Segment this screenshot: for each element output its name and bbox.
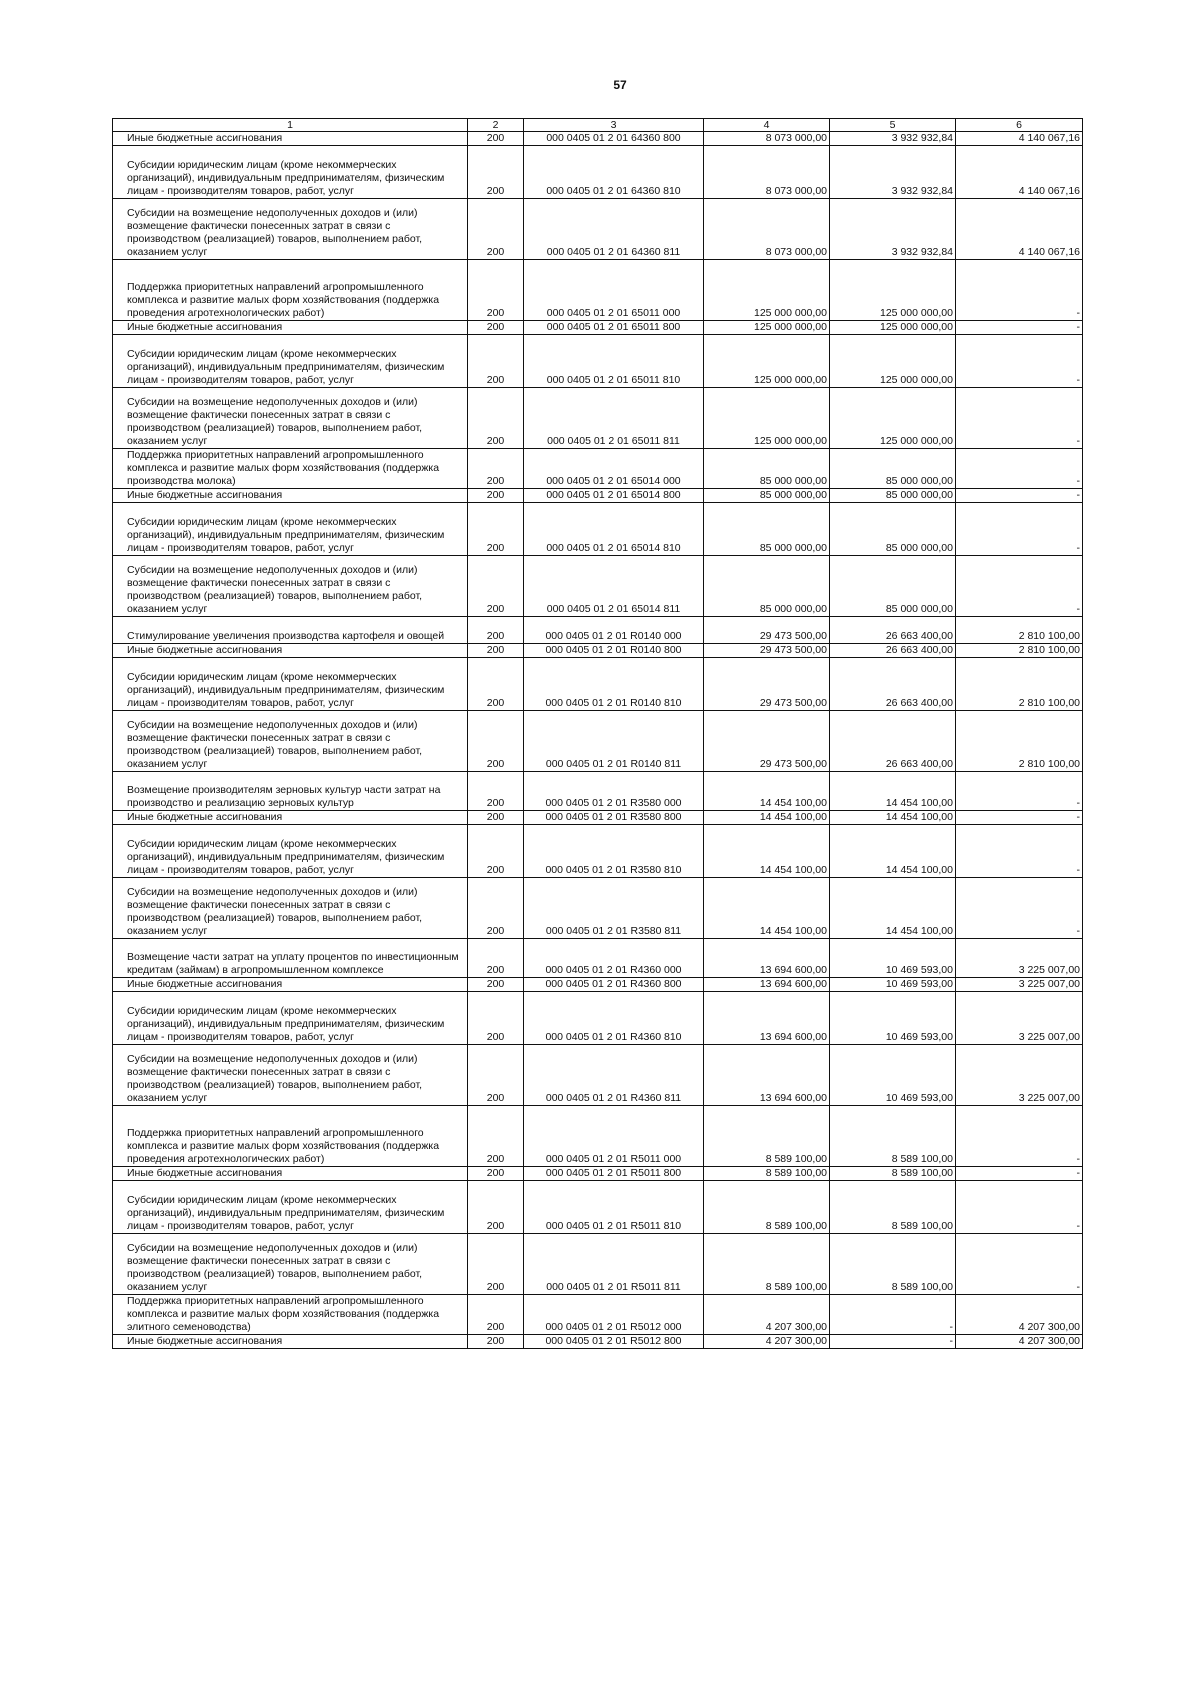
table-row: [113, 939, 1083, 978]
row-budget-classification-code: 000 0405 01 2 01 R3580 810: [524, 825, 704, 878]
row-name: Иные бюджетные ассигнования: [113, 811, 468, 825]
row-indicator-code: 200: [468, 1167, 524, 1181]
row-executed-amount: 8 589 100,00: [830, 1106, 956, 1167]
row-name: Субсидии на возмещение недополученных доходов и (или) возмещение фактически понесенных затрат в связи с производством (реализацией) товаров, выполнением работ, оказанием услуг: [113, 388, 468, 449]
row-unexecuted-amount: -: [956, 1234, 1083, 1295]
row-budget-classification-code: 000 0405 01 2 01 R4360 800: [524, 978, 704, 992]
row-unexecuted-amount: 4 140 067,16: [956, 146, 1083, 199]
row-budget-classification-code: 000 0405 01 2 01 65011 800: [524, 321, 704, 335]
row-approved-amount: 85 000 000,00: [704, 503, 830, 556]
row-executed-amount: 26 663 400,00: [830, 617, 956, 644]
row-indicator-code: 200: [468, 644, 524, 658]
row-executed-amount: 8 589 100,00: [830, 1234, 956, 1295]
row-approved-amount: 125 000 000,00: [704, 388, 830, 449]
row-indicator-code: 200: [468, 335, 524, 388]
table-row: [113, 1295, 1083, 1335]
row-approved-amount: 8 589 100,00: [704, 1181, 830, 1234]
column-number: 5: [830, 119, 956, 132]
row-approved-amount: 8 589 100,00: [704, 1234, 830, 1295]
table-row: [113, 825, 1083, 878]
row-indicator-code: 200: [468, 449, 524, 489]
row-budget-classification-code: 000 0405 01 2 01 64360 811: [524, 199, 704, 260]
table-row: [113, 388, 1083, 449]
row-budget-classification-code: 000 0405 01 2 01 65014 810: [524, 503, 704, 556]
row-unexecuted-amount: -: [956, 1167, 1083, 1181]
table-row: [113, 449, 1083, 489]
row-executed-amount: 10 469 593,00: [830, 1045, 956, 1106]
row-name: Субсидии на возмещение недополученных доходов и (или) возмещение фактически понесенных затрат в связи с производством (реализацией) товаров, выполнением работ, оказанием услуг: [113, 1234, 468, 1295]
row-name: Субсидии юридическим лицам (кроме некоммерческих организаций), индивидуальным предпринимателям, физическим лицам - производителям товаров, работ, услуг: [113, 1181, 468, 1234]
row-budget-classification-code: 000 0405 01 2 01 65011 811: [524, 388, 704, 449]
row-budget-classification-code: 000 0405 01 2 01 R0140 000: [524, 617, 704, 644]
table-row: [113, 556, 1083, 617]
row-budget-classification-code: 000 0405 01 2 01 65014 811: [524, 556, 704, 617]
row-name: Возмещение производителям зерновых культур части затрат на производство и реализацию зерновых культур: [113, 772, 468, 811]
row-approved-amount: 8 073 000,00: [704, 199, 830, 260]
row-indicator-code: 200: [468, 939, 524, 978]
row-unexecuted-amount: 4 207 300,00: [956, 1335, 1083, 1349]
table-row: [113, 978, 1083, 992]
row-budget-classification-code: 000 0405 01 2 01 R3580 811: [524, 878, 704, 939]
row-name: Возмещение части затрат на уплату процентов по инвестиционным кредитам (займам) в агропромышленном комплексе: [113, 939, 468, 978]
row-unexecuted-amount: -: [956, 1106, 1083, 1167]
row-indicator-code: 200: [468, 878, 524, 939]
row-executed-amount: 3 932 932,84: [830, 199, 956, 260]
row-executed-amount: 14 454 100,00: [830, 811, 956, 825]
row-unexecuted-amount: -: [956, 335, 1083, 388]
table-row: [113, 1234, 1083, 1295]
row-budget-classification-code: 000 0405 01 2 01 64360 800: [524, 132, 704, 146]
row-name: Поддержка приоритетных направлений агропромышленного комплекса и развитие малых форм хозяйствования (поддержка элитного семеноводства): [113, 1295, 468, 1335]
row-indicator-code: 200: [468, 617, 524, 644]
row-executed-amount: 10 469 593,00: [830, 992, 956, 1045]
row-budget-classification-code: 000 0405 01 2 01 R0140 811: [524, 711, 704, 772]
table-row: [113, 132, 1083, 146]
table-row: [113, 711, 1083, 772]
row-approved-amount: 125 000 000,00: [704, 335, 830, 388]
row-executed-amount: 125 000 000,00: [830, 321, 956, 335]
table-row: [113, 335, 1083, 388]
row-approved-amount: 29 473 500,00: [704, 658, 830, 711]
table-row: [113, 1167, 1083, 1181]
row-executed-amount: 8 589 100,00: [830, 1167, 956, 1181]
row-executed-amount: 8 589 100,00: [830, 1181, 956, 1234]
row-indicator-code: 200: [468, 825, 524, 878]
row-unexecuted-amount: -: [956, 388, 1083, 449]
column-number-row: [113, 119, 1083, 132]
row-approved-amount: 125 000 000,00: [704, 260, 830, 321]
table-row: [113, 260, 1083, 321]
row-executed-amount: 3 932 932,84: [830, 132, 956, 146]
row-executed-amount: 26 663 400,00: [830, 644, 956, 658]
table-row: [113, 992, 1083, 1045]
row-name: Субсидии юридическим лицам (кроме некоммерческих организаций), индивидуальным предпринимателям, физическим лицам - производителям товаров, работ, услуг: [113, 992, 468, 1045]
table-row: [113, 617, 1083, 644]
table-row: [113, 658, 1083, 711]
budget-execution-table: [112, 118, 1083, 1349]
row-budget-classification-code: 000 0405 01 2 01 R0140 800: [524, 644, 704, 658]
row-name: Субсидии на возмещение недополученных доходов и (или) возмещение фактически понесенных затрат в связи с производством (реализацией) товаров, выполнением работ, оказанием услуг: [113, 1045, 468, 1106]
row-approved-amount: 8 073 000,00: [704, 146, 830, 199]
table-row: [113, 644, 1083, 658]
row-approved-amount: 14 454 100,00: [704, 772, 830, 811]
row-budget-classification-code: 000 0405 01 2 01 R5012 800: [524, 1335, 704, 1349]
row-approved-amount: 14 454 100,00: [704, 825, 830, 878]
row-approved-amount: 29 473 500,00: [704, 644, 830, 658]
row-approved-amount: 85 000 000,00: [704, 449, 830, 489]
row-approved-amount: 85 000 000,00: [704, 489, 830, 503]
row-name: Иные бюджетные ассигнования: [113, 321, 468, 335]
row-indicator-code: 200: [468, 321, 524, 335]
row-approved-amount: 13 694 600,00: [704, 1045, 830, 1106]
row-approved-amount: 125 000 000,00: [704, 321, 830, 335]
row-unexecuted-amount: 2 810 100,00: [956, 711, 1083, 772]
row-unexecuted-amount: 4 207 300,00: [956, 1295, 1083, 1335]
row-budget-classification-code: 000 0405 01 2 01 R0140 810: [524, 658, 704, 711]
row-unexecuted-amount: -: [956, 878, 1083, 939]
row-unexecuted-amount: 2 810 100,00: [956, 658, 1083, 711]
table-row: [113, 1335, 1083, 1349]
row-unexecuted-amount: 3 225 007,00: [956, 992, 1083, 1045]
row-approved-amount: 29 473 500,00: [704, 711, 830, 772]
row-indicator-code: 200: [468, 1181, 524, 1234]
table-row: [113, 489, 1083, 503]
column-number: 2: [468, 119, 524, 132]
row-unexecuted-amount: -: [956, 503, 1083, 556]
row-budget-classification-code: 000 0405 01 2 01 R4360 811: [524, 1045, 704, 1106]
row-executed-amount: 3 932 932,84: [830, 146, 956, 199]
row-budget-classification-code: 000 0405 01 2 01 65011 000: [524, 260, 704, 321]
row-indicator-code: 200: [468, 772, 524, 811]
row-approved-amount: 85 000 000,00: [704, 556, 830, 617]
row-executed-amount: 14 454 100,00: [830, 772, 956, 811]
row-name: Иные бюджетные ассигнования: [113, 489, 468, 503]
row-indicator-code: 200: [468, 658, 524, 711]
row-executed-amount: -: [830, 1335, 956, 1349]
column-number: 4: [704, 119, 830, 132]
row-name: Субсидии юридическим лицам (кроме некоммерческих организаций), индивидуальным предпринимателям, физическим лицам - производителям товаров, работ, услуг: [113, 503, 468, 556]
table-row: [113, 772, 1083, 811]
row-executed-amount: -: [830, 1295, 956, 1335]
row-executed-amount: 26 663 400,00: [830, 658, 956, 711]
row-name: Субсидии на возмещение недополученных доходов и (или) возмещение фактически понесенных затрат в связи с производством (реализацией) товаров, выполнением работ, оказанием услуг: [113, 711, 468, 772]
row-executed-amount: 85 000 000,00: [830, 556, 956, 617]
row-name: Субсидии юридическим лицам (кроме некоммерческих организаций), индивидуальным предпринимателям, физическим лицам - производителям товаров, работ, услуг: [113, 335, 468, 388]
row-name: Иные бюджетные ассигнования: [113, 644, 468, 658]
page-number: 57: [613, 78, 627, 92]
table-row: [113, 1106, 1083, 1167]
row-unexecuted-amount: -: [956, 489, 1083, 503]
table-row: [113, 199, 1083, 260]
row-unexecuted-amount: -: [956, 260, 1083, 321]
table-row: [113, 1181, 1083, 1234]
row-name: Субсидии на возмещение недополученных доходов и (или) возмещение фактически понесенных затрат в связи с производством (реализацией) товаров, выполнением работ, оказанием услуг: [113, 878, 468, 939]
table-row: [113, 811, 1083, 825]
row-unexecuted-amount: 3 225 007,00: [956, 978, 1083, 992]
row-executed-amount: 125 000 000,00: [830, 388, 956, 449]
row-indicator-code: 200: [468, 388, 524, 449]
row-name: Субсидии юридическим лицам (кроме некоммерческих организаций), индивидуальным предпринимателям, физическим лицам - производителям товаров, работ, услуг: [113, 658, 468, 711]
row-executed-amount: 85 000 000,00: [830, 503, 956, 556]
row-budget-classification-code: 000 0405 01 2 01 R3580 800: [524, 811, 704, 825]
row-approved-amount: 8 589 100,00: [704, 1167, 830, 1181]
table-row: [113, 503, 1083, 556]
row-name: Субсидии на возмещение недополученных доходов и (или) возмещение фактически понесенных затрат в связи с производством (реализацией) товаров, выполнением работ, оказанием услуг: [113, 199, 468, 260]
row-executed-amount: 125 000 000,00: [830, 335, 956, 388]
row-name: Стимулирование увеличения производства картофеля и овощей: [113, 617, 468, 644]
row-name: Субсидии на возмещение недополученных доходов и (или) возмещение фактически понесенных затрат в связи с производством (реализацией) товаров, выполнением работ, оказанием услуг: [113, 556, 468, 617]
row-approved-amount: 8 073 000,00: [704, 132, 830, 146]
row-budget-classification-code: 000 0405 01 2 01 R5011 810: [524, 1181, 704, 1234]
row-executed-amount: 14 454 100,00: [830, 825, 956, 878]
row-unexecuted-amount: 2 810 100,00: [956, 617, 1083, 644]
row-budget-classification-code: 000 0405 01 2 01 65014 000: [524, 449, 704, 489]
row-budget-classification-code: 000 0405 01 2 01 R4360 000: [524, 939, 704, 978]
row-budget-classification-code: 000 0405 01 2 01 65011 810: [524, 335, 704, 388]
row-indicator-code: 200: [468, 1045, 524, 1106]
table-row: [113, 146, 1083, 199]
row-budget-classification-code: 000 0405 01 2 01 R3580 000: [524, 772, 704, 811]
row-name: Поддержка приоритетных направлений агропромышленного комплекса и развитие малых форм хозяйствования (поддержка проведения агротехнологических работ): [113, 1106, 468, 1167]
table-body: [113, 132, 1083, 1349]
row-indicator-code: 200: [468, 556, 524, 617]
row-approved-amount: 4 207 300,00: [704, 1335, 830, 1349]
row-executed-amount: 10 469 593,00: [830, 978, 956, 992]
row-budget-classification-code: 000 0405 01 2 01 R5011 000: [524, 1106, 704, 1167]
row-indicator-code: 200: [468, 811, 524, 825]
row-indicator-code: 200: [468, 1234, 524, 1295]
row-unexecuted-amount: 3 225 007,00: [956, 1045, 1083, 1106]
row-unexecuted-amount: -: [956, 811, 1083, 825]
row-name: Поддержка приоритетных направлений агропромышленного комплекса и развитие малых форм хозяйствования (поддержка производства молока): [113, 449, 468, 489]
row-unexecuted-amount: 4 140 067,16: [956, 132, 1083, 146]
row-unexecuted-amount: -: [956, 321, 1083, 335]
row-indicator-code: 200: [468, 260, 524, 321]
row-approved-amount: 13 694 600,00: [704, 939, 830, 978]
row-name: Субсидии юридическим лицам (кроме некоммерческих организаций), индивидуальным предпринимателям, физическим лицам - производителям товаров, работ, услуг: [113, 825, 468, 878]
row-executed-amount: 85 000 000,00: [830, 449, 956, 489]
row-unexecuted-amount: -: [956, 1181, 1083, 1234]
row-executed-amount: 85 000 000,00: [830, 489, 956, 503]
row-approved-amount: 4 207 300,00: [704, 1295, 830, 1335]
row-unexecuted-amount: 4 140 067,16: [956, 199, 1083, 260]
row-name: Поддержка приоритетных направлений агропромышленного комплекса и развитие малых форм хозяйствования (поддержка проведения агротехнологических работ): [113, 260, 468, 321]
row-approved-amount: 13 694 600,00: [704, 992, 830, 1045]
row-approved-amount: 8 589 100,00: [704, 1106, 830, 1167]
row-indicator-code: 200: [468, 489, 524, 503]
row-name: Иные бюджетные ассигнования: [113, 978, 468, 992]
row-executed-amount: 14 454 100,00: [830, 878, 956, 939]
row-unexecuted-amount: -: [956, 556, 1083, 617]
table-row: [113, 1045, 1083, 1106]
column-number: 6: [956, 119, 1083, 132]
row-budget-classification-code: 000 0405 01 2 01 R5011 811: [524, 1234, 704, 1295]
row-name: Субсидии юридическим лицам (кроме некоммерческих организаций), индивидуальным предпринимателям, физическим лицам - производителям товаров, работ, услуг: [113, 146, 468, 199]
row-unexecuted-amount: -: [956, 772, 1083, 811]
row-indicator-code: 200: [468, 146, 524, 199]
row-name: Иные бюджетные ассигнования: [113, 1167, 468, 1181]
row-approved-amount: 14 454 100,00: [704, 878, 830, 939]
row-budget-classification-code: 000 0405 01 2 01 64360 810: [524, 146, 704, 199]
row-approved-amount: 14 454 100,00: [704, 811, 830, 825]
row-budget-classification-code: 000 0405 01 2 01 R5012 000: [524, 1295, 704, 1335]
row-indicator-code: 200: [468, 199, 524, 260]
row-approved-amount: 13 694 600,00: [704, 978, 830, 992]
row-executed-amount: 125 000 000,00: [830, 260, 956, 321]
row-indicator-code: 200: [468, 132, 524, 146]
row-budget-classification-code: 000 0405 01 2 01 R4360 810: [524, 992, 704, 1045]
row-executed-amount: 26 663 400,00: [830, 711, 956, 772]
row-indicator-code: 200: [468, 711, 524, 772]
row-unexecuted-amount: 3 225 007,00: [956, 939, 1083, 978]
row-name: Иные бюджетные ассигнования: [113, 132, 468, 146]
row-budget-classification-code: 000 0405 01 2 01 65014 800: [524, 489, 704, 503]
table-row: [113, 321, 1083, 335]
row-unexecuted-amount: -: [956, 449, 1083, 489]
row-indicator-code: 200: [468, 1295, 524, 1335]
row-unexecuted-amount: 2 810 100,00: [956, 644, 1083, 658]
row-budget-classification-code: 000 0405 01 2 01 R5011 800: [524, 1167, 704, 1181]
row-indicator-code: 200: [468, 992, 524, 1045]
row-indicator-code: 200: [468, 1335, 524, 1349]
table-row: [113, 878, 1083, 939]
row-indicator-code: 200: [468, 978, 524, 992]
row-approved-amount: 29 473 500,00: [704, 617, 830, 644]
row-indicator-code: 200: [468, 503, 524, 556]
row-unexecuted-amount: -: [956, 825, 1083, 878]
row-indicator-code: 200: [468, 1106, 524, 1167]
row-name: Иные бюджетные ассигнования: [113, 1335, 468, 1349]
row-executed-amount: 10 469 593,00: [830, 939, 956, 978]
column-number: 1: [113, 119, 468, 132]
column-number: 3: [524, 119, 704, 132]
